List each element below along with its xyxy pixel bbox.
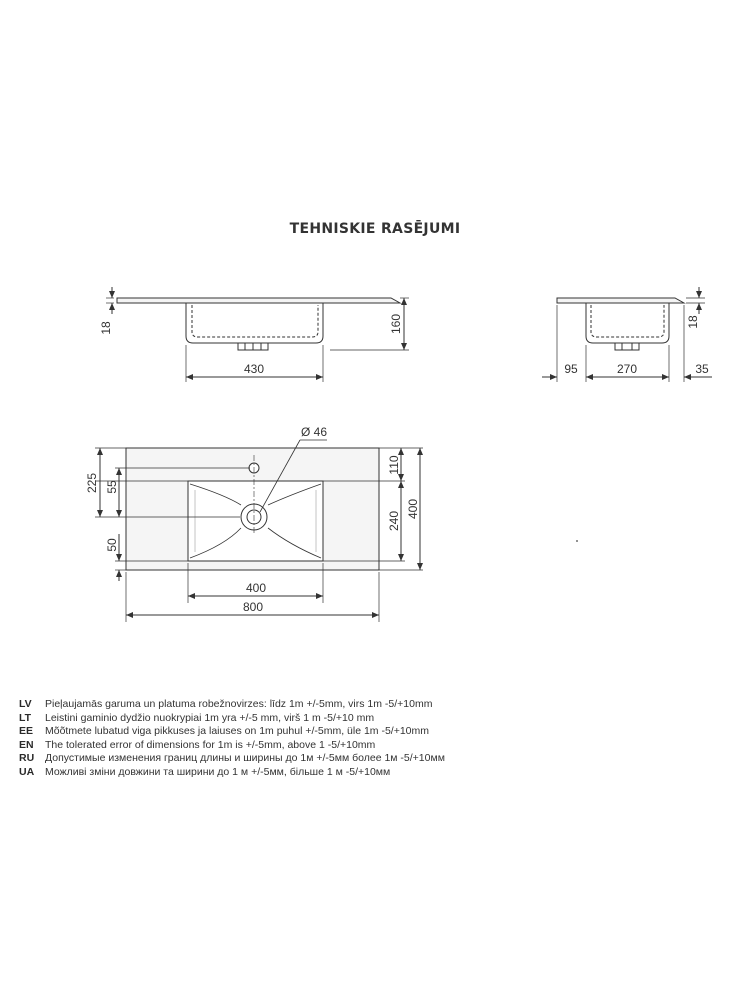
language-code: UA [19,765,35,778]
tolerance-text: Можливі зміни довжини та ширини до 1 м +/-5мм, більше 1 м -5/+10мм [45,765,391,778]
tolerance-row [19,698,739,712]
top-dim-800: 800 [242,600,264,614]
tolerance-text: The tolerated error of dimensions for 1m is +/-5mm, above 1 -5/+10mm [45,738,376,751]
language-code: LT [19,711,32,724]
tolerance-text: Leistini gaminio dydžio nuokrypiai 1m yra +/-5 mm, virš 1 m -5/+10 mm [45,711,375,724]
tolerance-row [19,739,739,753]
front-dim-18: 18 [99,321,113,335]
side-drain [615,343,639,350]
tolerance-text: Допустимые изменения границ длины и ширины до 1м +/-5мм более 1м -5/+10мм [45,752,445,764]
tolerance-row [19,752,739,766]
tolerance-row [19,766,739,780]
top-dim-55: 55 [105,480,119,494]
tolerance-row [19,725,739,739]
top-dim-225: 225 [85,472,99,494]
top-dim-50: 50 [105,538,119,552]
top-dim-400-height: 400 [406,498,420,520]
tolerance-text: Pieļaujamās garuma un platuma robežnovirzes: līdz 1m +/-5mm, virs 1m -5/+10mm [45,698,433,710]
side-dim-270: 270 [616,362,638,376]
side-bowl-inner [591,305,664,337]
page-title: TEHNISKIE RASĒJUMI [289,221,461,237]
front-bowl-inner [192,305,318,337]
front-slab [117,298,400,303]
language-code: LV [19,698,32,710]
language-code: EN [19,738,34,751]
tolerance-row [19,712,739,726]
top-dim-110: 110 [387,455,401,475]
language-code: RU [19,752,35,764]
top-dim-hole-diameter: Ø 46 [300,425,328,439]
language-code: EE [19,725,34,737]
side-dim-35: 35 [695,362,709,376]
side-slab [557,298,684,303]
tolerance-text: Mõõtmete lubatud viga pikkuses ja laiuses on 1m puhul +/-5mm, üle 1m -5/+10mm [45,725,430,737]
tolerance-notes [19,698,739,779]
top-dim-400-bowl: 400 [245,581,267,595]
side-dim-95: 95 [564,362,578,376]
front-dim-160: 160 [389,313,403,335]
top-dim-240: 240 [387,510,401,532]
stray-dot [576,540,578,542]
front-dim-430: 430 [243,362,265,376]
side-dim-18: 18 [686,315,700,329]
